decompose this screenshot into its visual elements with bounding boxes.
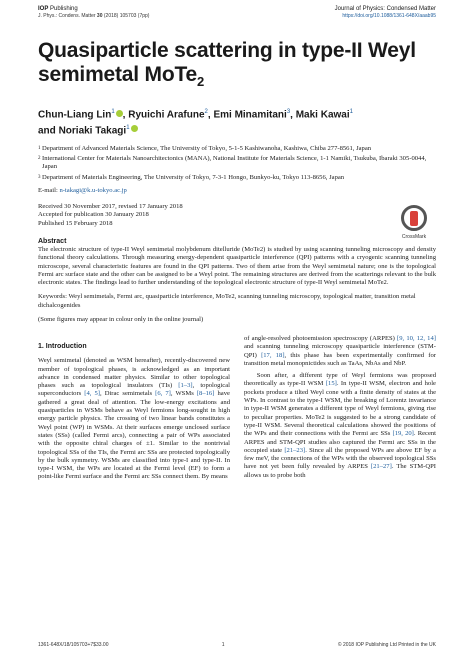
left-column: [38, 335, 230, 486]
abstract-text: The electronic structure of type-II Weyl semimetal molybdenum ditelluride (MoTe2) is studied by using scanning tunneling microscopy and density functional theory calculations. Through measuring energy-dependent quasiparticle interference (QPI) patterns with a cryogenic scanning tunneling microscope, several characteristic features are found in the QPI patterns. Two of them arise from the Weyl semimetal nature; one is the topological Fermi arc surface state and the other can be assigned to be a Weyl point. The remaining structures are derived from the scatterings relevant to the bulk electronic states. The findings lead to further understanding of the topological electronic structure of type-II Weyl semimetal MoTe2.: [38, 245, 436, 287]
citation-line: [38, 13, 436, 19]
citation-link[interactable]: [15]: [325, 380, 337, 388]
keywords: Keywords: Weyl semimetals, Fermi arc, quasiparticle interference, MoTe2, scanning tunneling microscopy, topological matter, transition metal dichalcogenides: [38, 293, 416, 309]
body-columns: [38, 335, 436, 486]
citation-link[interactable]: [19, 20]: [392, 430, 414, 438]
doi-link[interactable]: https://doi.org/10.1088/1361-648X/aaab95: [342, 13, 436, 19]
citation-link[interactable]: [21–23]: [284, 446, 306, 454]
colour-note: (Some figures may appear in colour only in the online journal): [38, 316, 204, 323]
orcid-icon[interactable]: [131, 125, 138, 132]
author-name: Emi Minamitani: [213, 109, 287, 121]
body-paragraph: Soon after, a different type of Weyl fermions was proposed theoretically as type-II WSM [15]. In type-II WSM, electron and hole pockets produce a tilted Weyl cone with a finite density of states at the WPs. In contrast to the type-I WSM, the breaking of Lorentz invariance in type-II WSM generates a different type of Weyl fermions, giving rise to peculiar properties. MoTe2 is suggested to be a strong candidate of type-II WSM. Several theoretical calculations showed the positions of the WPs and their connections with the Fermi arc SSs [19, 20]. Recent ARPES and STM-QPI studies also captured the Fermi arc SSs in the occupied state [21–23]. Since all the proposed WPs are above EF by a few meV, the connections of the WPs with the observed topological SSs have not yet been fully revealed by ARPES [21–27]. The STM-QPI allows us to probe both: [244, 372, 436, 479]
publication-dates: Received 30 November 2017, revised 17 January 2018 Accepted for publication 30 January 2018 Published 15 February 2018 CrossMark: [38, 203, 436, 228]
citation: J. Phys.: Condens. Matter 30 (2018) 105703 (7pp): [38, 13, 150, 19]
citation-link[interactable]: [21–27]: [370, 463, 392, 471]
affiliation: 1 Department of Advanced Materials Science, The University of Tokyo, 5-1-5 Kashiwanoha, Kashiwa, Chiba 277-8561, Japan: [38, 144, 372, 152]
journal-name: Journal of Physics: Condensed Matter: [334, 6, 436, 12]
citation-link[interactable]: [6, 7]: [155, 390, 171, 398]
crossmark-badge[interactable]: CrossMark: [392, 205, 436, 241]
author-list: Chun-Liang Lin$^1$ , Ryuichi Arafune$^2$, Emi Minamitani$^3$, Maki Kawai$^1$ and Noriaki Takagi$^1$: [38, 109, 353, 136]
author-name: Noriaki Takagi: [58, 124, 127, 136]
copyright: © 2018 IOP Publishing Ltd Printed in the UK: [337, 642, 436, 648]
author-name: Ryuichi Arafune: [128, 109, 205, 121]
abstract-heading: Abstract: [38, 237, 67, 245]
affiliations: [38, 145, 436, 182]
citation-link[interactable]: [1–3]: [178, 382, 193, 390]
page-footer: [38, 642, 436, 648]
author-name: Chun-Liang Lin: [38, 109, 112, 121]
affiliation: 3 Department of Materials Engineering, The University of Tokyo, 7-3-1 Hongo, Bunkyo-ku, Tokyo 113-8656, Japan: [38, 173, 345, 181]
citation-link[interactable]: [9, 10, 12, 14]: [397, 335, 436, 342]
section-heading: 1. Introduction: [38, 343, 87, 350]
orcid-icon[interactable]: [116, 110, 123, 117]
contact-email: E-mail: n-takagi@k.u-tokyo.ac.jp: [38, 187, 127, 195]
citation-link[interactable]: [17, 18]: [261, 351, 285, 359]
publisher-logo: IOP Publishing: [38, 6, 78, 12]
affiliation: 2 International Center for Materials Nanoarchitectonics (MANA), National Institute for Materials Science, 1-1 Namiki, Tsukuba, Ibaraki 305-0044, Japan: [38, 155, 427, 171]
paper-title: Quasiparticle scattering in type-II Weyl semimetal MoTe$_2$: [38, 39, 416, 90]
right-column: [244, 335, 436, 486]
email-link[interactable]: n-takagi@k.u-tokyo.ac.jp: [59, 187, 127, 195]
citation-link[interactable]: [8–16]: [196, 390, 215, 398]
body-paragraph: of angle-resolved photoemission spectroscopy (ARPES) [9, 10, 12, 14] and scanning tunneling microscopy quasiparticle interference (STM-QPI) [17, 18], this phase has been experimentally confirmed for transition metal monopnictides such as TaAs, NbAs and NbP.: [244, 335, 436, 367]
author-name: Maki Kawai: [295, 109, 350, 121]
page-number: 1: [221, 642, 225, 648]
journal-header: [38, 0, 436, 12]
citation-link[interactable]: [4, 5]: [84, 390, 100, 398]
body-paragraph: Weyl semimetal (denoted as WSM hereafter), recently-discovered new member of topological phases, is acknowledged as an important advance in condensed matter physics. Similar to other topological phases such as topological insulators (TIs) [1–3], topological superconductors [4, 5], Dirac semimetals [6, 7], WSMs [8–16] have gathered a great deal of attention. The low-energy excitations and quasiparticles in WSMs behave as Weyl fermions long-sought in high energy particle physics. The crossing of two linear bands constitutes a Weyl point (WP) in WSMs. At their surfaces emerge unclosed surface states (SSs) (called Fermi arcs), connecting a pair of WPs associated with the opposite chiral charges of ±1. Similar to the nontrivial topological SSs of the TIs, the Fermi arc SSs are protected topologically by the bulk symmetry. WSMs are classified into type-I and type-II. In type-I WSM, the WPs are located at the Fermi level (EF) to form a point-like Fermi surface and the Fermi arc SSs connect them. By means: [38, 357, 230, 481]
crossmark-icon: [401, 205, 427, 231]
issn-price: 1361-648X/18/105703+7$33.00: [38, 642, 109, 648]
